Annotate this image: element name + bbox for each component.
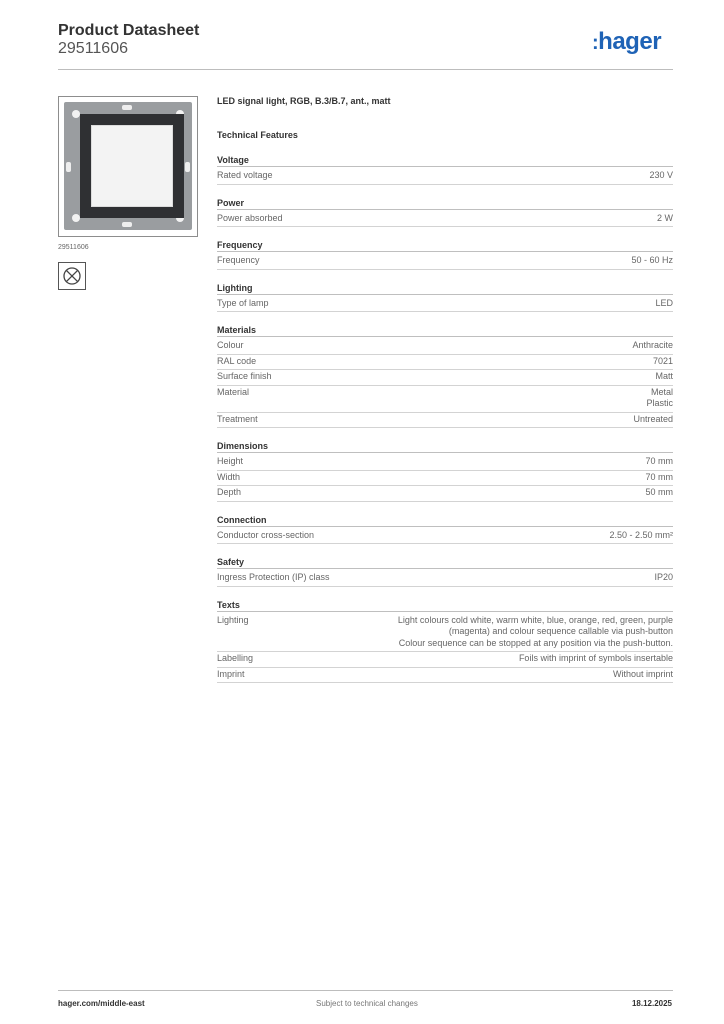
spec-content <box>217 96 673 696</box>
section-heading: Power <box>217 198 673 210</box>
spec-value: Light colours cold white, warm white, blue, orange, red, green, purple (magenta) and colour sequence callable via push-button Colour sequence can be stopped at any position via the push-button. <box>397 614 673 648</box>
spec-label: Height <box>217 456 244 466</box>
spec-section-frequency <box>217 240 673 270</box>
spec-value: Without imprint <box>612 668 673 679</box>
anthracite-bezel <box>80 114 184 218</box>
section-heading: Dimensions <box>217 441 673 453</box>
spec-section-materials <box>217 325 673 428</box>
spec-label: Treatment <box>217 413 258 424</box>
spec-label: Imprint <box>217 668 245 679</box>
spec-row <box>217 339 673 355</box>
spec-value: Anthracite <box>632 340 673 350</box>
spec-value: Metal Plastic <box>646 386 673 408</box>
spec-label: Frequency <box>217 255 260 265</box>
spec-value: 50 - 60 Hz <box>631 255 673 265</box>
spec-value: Untreated <box>633 413 673 424</box>
hager-logo: :hager <box>592 28 662 55</box>
spec-value: 50 mm <box>645 487 673 497</box>
spec-value: 70 mm <box>645 456 673 466</box>
spec-label: Labelling <box>217 653 254 663</box>
footer-website: hager.com/middle-east <box>58 999 145 1008</box>
spec-row <box>217 169 673 185</box>
spec-value: 230 V <box>649 170 673 180</box>
spec-value: Matt <box>655 371 673 381</box>
spec-section-connection <box>217 515 673 545</box>
spec-section-lighting <box>217 283 673 313</box>
spec-row <box>217 471 673 487</box>
lamp-symbol-icon <box>58 262 86 290</box>
footer-divider <box>58 990 673 991</box>
spec-section-power <box>217 198 673 228</box>
spec-row <box>217 668 673 684</box>
spec-value: 2 W <box>656 212 673 223</box>
footer-date: 18.12.2025 <box>631 999 672 1008</box>
light-lens <box>91 125 173 207</box>
spec-sections <box>217 155 673 683</box>
image-caption: 29511606 <box>58 244 89 251</box>
page-title: Product Datasheet <box>58 22 200 39</box>
product-code: 29511606 <box>58 40 128 57</box>
spec-row <box>217 529 673 545</box>
section-heading: Safety <box>217 557 673 569</box>
product-title: LED signal light, RGB, B.3/B.7, ant., matt <box>217 96 391 106</box>
spec-label: Power absorbed <box>217 212 283 223</box>
section-heading: Voltage <box>217 155 673 167</box>
spec-value: 7021 <box>652 355 673 366</box>
header-divider <box>58 69 673 70</box>
spec-label: Surface finish <box>217 371 272 381</box>
spec-row <box>217 386 673 413</box>
product-image <box>58 96 198 237</box>
spec-label: RAL code <box>217 355 257 366</box>
spec-row <box>217 486 673 502</box>
spec-value: 2.50 - 2.50 mm² <box>609 529 673 540</box>
section-heading: Frequency <box>217 240 673 252</box>
spec-value: LED <box>655 297 673 308</box>
spec-row <box>217 571 673 587</box>
technical-features-heading: Technical Features <box>217 130 298 140</box>
spec-value: IP20 <box>654 572 673 582</box>
section-heading: Texts <box>217 600 673 612</box>
spec-row <box>217 254 673 270</box>
mounting-frame <box>64 102 192 230</box>
spec-row <box>217 413 673 429</box>
spec-row <box>217 455 673 471</box>
section-heading: Connection <box>217 515 673 527</box>
spec-label: Type of lamp <box>217 297 269 308</box>
spec-label: Colour <box>217 340 244 350</box>
spec-section-texts <box>217 600 673 684</box>
spec-label: Width <box>217 471 241 482</box>
spec-section-voltage <box>217 155 673 185</box>
spec-value: 70 mm <box>645 471 673 482</box>
spec-row <box>217 212 673 228</box>
spec-row <box>217 652 673 668</box>
section-heading: Materials <box>217 325 673 337</box>
spec-row <box>217 355 673 371</box>
spec-section-safety <box>217 557 673 587</box>
section-heading: Lighting <box>217 283 673 295</box>
spec-label: Lighting <box>217 614 249 625</box>
spec-row <box>217 614 673 653</box>
spec-row <box>217 370 673 386</box>
spec-label: Material <box>217 386 250 397</box>
spec-row <box>217 297 673 313</box>
spec-label: Conductor cross-section <box>217 529 315 540</box>
spec-section-dimensions <box>217 441 673 502</box>
spec-label: Ingress Protection (IP) class <box>217 572 330 582</box>
spec-label: Rated voltage <box>217 170 273 180</box>
spec-value: Foils with imprint of symbols insertable <box>518 653 673 663</box>
footer-disclaimer: Subject to technical changes <box>316 999 418 1008</box>
spec-label: Depth <box>217 487 242 497</box>
